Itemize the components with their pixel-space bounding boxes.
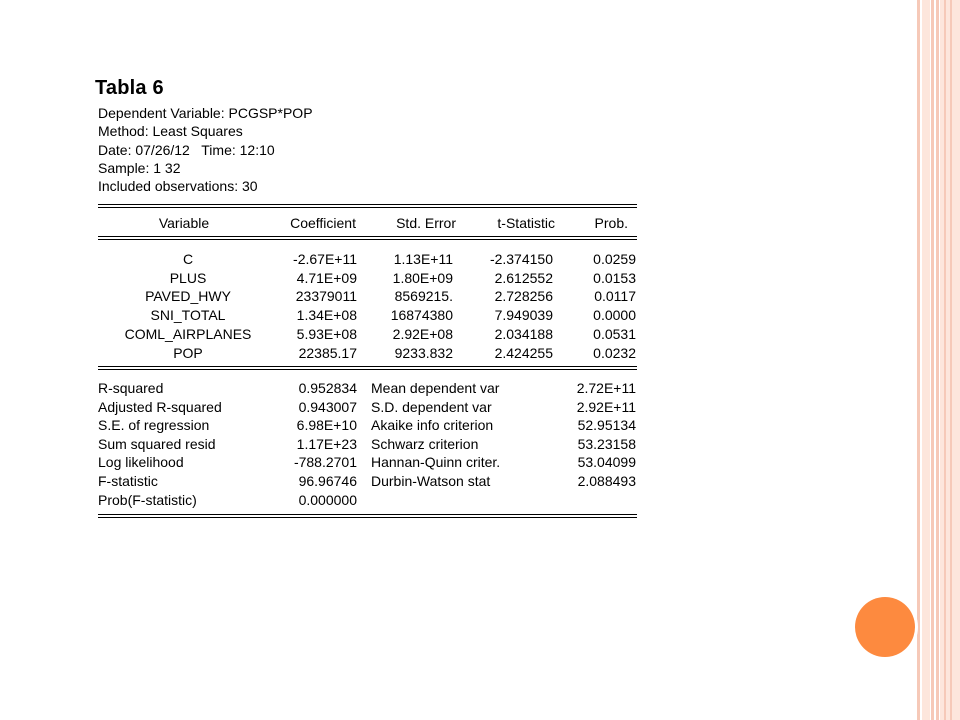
- table-rule-mid: [98, 366, 637, 367]
- row-t-statistic: 2.034188: [494, 325, 553, 342]
- row-variable: PAVED_HWY: [145, 288, 231, 305]
- meta-date: Date: 07/26/12 Time: 12:10: [98, 141, 275, 158]
- stat-label: S.E. of regression: [98, 417, 210, 434]
- border-stripe: [917, 0, 920, 720]
- border-stripe: [931, 0, 934, 720]
- row-variable: POP: [173, 344, 203, 361]
- stat-label-right: Mean dependent var: [371, 380, 500, 396]
- header-t-statistic: t-Statistic: [497, 215, 555, 231]
- page-title: Tabla 6: [95, 77, 164, 99]
- stat-value-right: 2.72E+11: [576, 380, 636, 396]
- stat-value-right: 53.04099: [577, 454, 636, 471]
- row-coefficient: 5.93E+08: [296, 325, 357, 342]
- stat-label-right: Akaike info criterion: [371, 417, 494, 434]
- decorative-circle: [855, 597, 915, 657]
- row-t-statistic: 2.612552: [494, 269, 553, 286]
- stat-value: 96.96746: [298, 473, 357, 489]
- row-std-error: 1.13E+11: [393, 251, 453, 267]
- stat-label-right: S.D. dependent var: [371, 398, 492, 415]
- row-variable: SNI_TOTAL: [150, 307, 226, 324]
- table-rule-bottom: [98, 517, 637, 518]
- row-prob: 0.0259: [593, 251, 636, 267]
- row-t-statistic: -2.374150: [489, 251, 553, 267]
- table-rule-header: [98, 236, 637, 237]
- stat-value: 1.17E+23: [296, 435, 357, 452]
- table-rule-bottom: [98, 514, 637, 515]
- header-std-error: Std. Error: [396, 215, 456, 231]
- row-t-statistic: 2.728256: [494, 288, 553, 305]
- stat-value-right: 2.088493: [577, 473, 636, 489]
- row-variable: PLUS: [169, 269, 207, 286]
- stat-value: 0.952834: [298, 380, 357, 396]
- row-std-error: 16874380: [390, 307, 453, 324]
- stat-value-right: 52.95134: [577, 417, 636, 434]
- meta-observations: Included observations: 30: [98, 178, 258, 195]
- stat-value: 6.98E+10: [296, 417, 357, 434]
- row-std-error: 1.80E+09: [392, 269, 453, 286]
- border-stripe: [936, 0, 939, 720]
- row-t-statistic: 7.949039: [494, 307, 553, 324]
- row-prob: 0.0232: [593, 344, 636, 361]
- border-stripe: [944, 0, 946, 720]
- table-rule-header: [98, 239, 637, 240]
- stat-label: Adjusted R-squared: [98, 398, 222, 415]
- border-stripe: [950, 0, 952, 720]
- meta-sample: Sample: 1 32: [98, 159, 181, 176]
- row-t-statistic: 2.424255: [494, 344, 553, 361]
- row-variable: C: [182, 251, 194, 267]
- meta-dependent-variable: Dependent Variable: PCGSP*POP: [98, 105, 313, 121]
- row-variable: COML_AIRPLANES: [124, 325, 252, 342]
- stat-label-right: Schwarz criterion: [371, 435, 479, 452]
- stat-label: Prob(F-statistic): [98, 491, 197, 508]
- header-prob: Prob.: [594, 215, 628, 231]
- stat-value: -788.2701: [293, 454, 357, 471]
- border-stripe: [922, 0, 930, 720]
- table-rule-top: [98, 207, 637, 208]
- stat-label-right: Hannan-Quinn criter.: [371, 454, 501, 471]
- regression-meta: [98, 104, 313, 195]
- row-coefficient: 23379011: [295, 288, 357, 305]
- stat-label: Sum squared resid: [98, 435, 216, 452]
- stat-label: F-statistic: [98, 473, 158, 489]
- header-variable: Variable: [158, 215, 210, 231]
- row-std-error: 2.92E+08: [392, 325, 453, 342]
- row-prob: 0.0153: [593, 269, 636, 286]
- row-prob: 0.0000: [593, 307, 636, 324]
- stat-label-right: Durbin-Watson stat: [371, 473, 491, 489]
- row-coefficient: -2.67E+11: [293, 251, 357, 267]
- table-rule-top: [98, 204, 637, 205]
- stat-value-right: 53.23158: [577, 435, 636, 452]
- stat-value: 0.000000: [298, 491, 357, 508]
- row-prob: 0.0117: [594, 288, 636, 305]
- table-rule-mid: [98, 369, 637, 370]
- header-coefficient: Coefficient: [290, 215, 356, 231]
- stat-label: Log likelihood: [98, 454, 184, 471]
- row-coefficient: 22385.17: [298, 344, 357, 361]
- stat-value: 0.943007: [298, 398, 357, 415]
- row-std-error: 8569215.: [394, 288, 453, 305]
- row-prob: 0.0531: [593, 325, 636, 342]
- stat-value-right: 2.92E+11: [576, 398, 636, 415]
- row-coefficient: 4.71E+09: [296, 269, 357, 286]
- stat-label: R-squared: [98, 380, 164, 396]
- row-std-error: 9233.832: [394, 344, 453, 361]
- row-coefficient: 1.34E+08: [296, 307, 357, 324]
- meta-method: Method: Least Squares: [98, 123, 243, 140]
